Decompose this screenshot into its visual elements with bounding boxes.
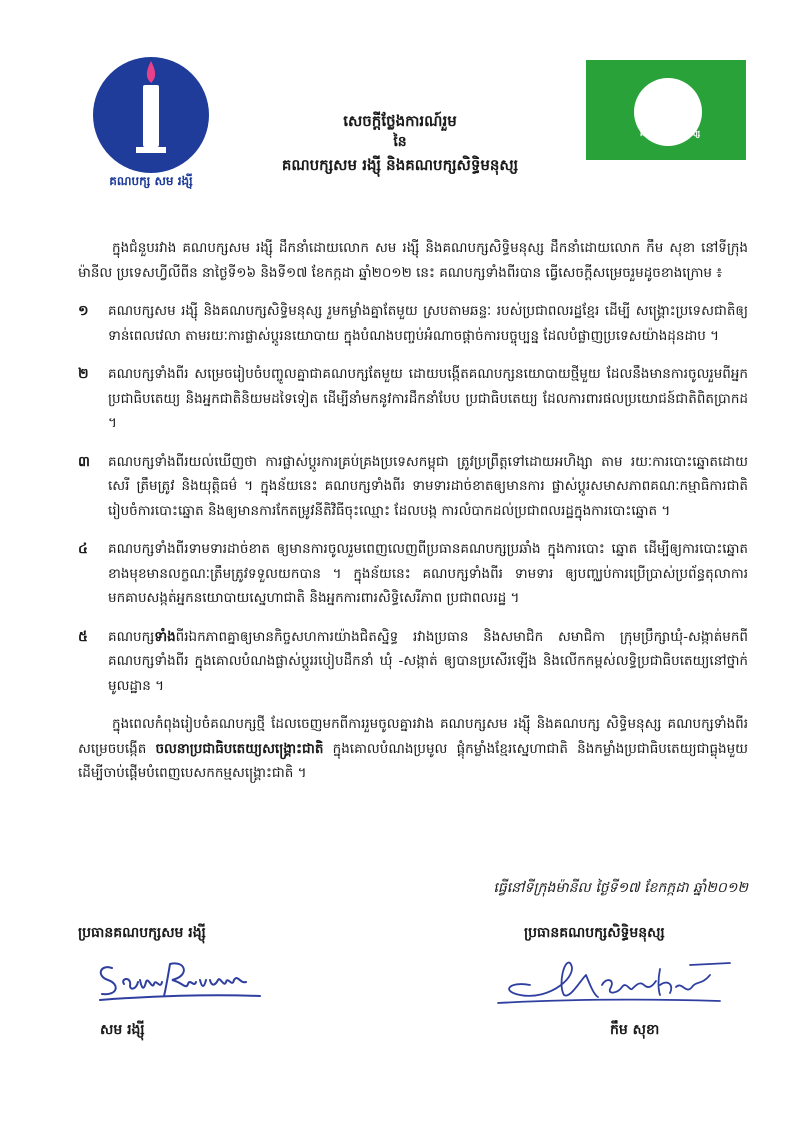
item5-bold: ទាំង bbox=[154, 628, 176, 645]
closing-post: ក្នុងគោលបំណងប្រមូល ផ្តុំកម្លាំងខ្មែរស្នេហាជាតិ និងកម្លាំងប្រជាធិបតេយ្យជាធ្លុងមួយ ដើម្បីចាប់ផ្តើមបំពេញបេសកកម្មសង្គ្រោះជាតិ ។ bbox=[78, 740, 749, 781]
intro-paragraph: ក្នុងជំនួបរវាង គណបក្សសម រង្ស៊ី ដឹកនាំដោយលោក សម រង្ស៊ី និងគណបក្សសិទ្ធិមនុស្ស ដឹកនាំដោយលោក កឹម សុខា នៅទីក្រុងម៉ានីល ប្រទេសហ្វីលីពីន នាថ្ងៃទី១៦ និងទី១៧ ខែកក្កដា ឆ្នាំ២០១២ នេះ គណបក្សទាំងពីរបាន ធ្វើសេចក្តីសម្រេចរួមដូចខាងក្រោម ៖ bbox=[78, 240, 748, 281]
item-text: គណបក្សទាំងពីរ សម្រេចរៀបចំបញ្ចូលគ្នាជាគណបក្សតែមួយ ដោយបង្កើតគណបក្សនយោបាយថ្មីមួយ ដែលនឹងមានការចូលរួមពីអ្នកប្រជាធិបតេយ្យ និងអ្នកជាតិនិយមដទៃទៀត ដើម្បីនាំមកនូវការដឹកនាំបែប ប្រជាធិបតេយ្យ ដែលការពារផលប្រយោជន៍ជាតិពិតប្រាកដ ។ bbox=[108, 366, 748, 431]
item-text: គណបក្សសម រង្ស៊ី និងគណបក្សសិទ្ធិមនុស្ស រួមកម្លាំងគ្នាតែមួយ ស្របតាមឆន្ទៈ របស់ប្រជាពលរដ្ឋខ្មែរ ដើម្បី សង្គ្រោះប្រទេសជាតិឲ្យទាន់ពេលវេលា តាមរយៈការផ្លាស់ប្តូរនយោបាយ ក្នុងបំណងបញ្ចប់អំណាចផ្តាច់ការបច្ចុប្បន្ន ដែលបំផ្លាញប្រទេសយ៉ាងដុនដាប ។ bbox=[108, 303, 748, 344]
list-item bbox=[78, 625, 748, 699]
closing-pre: ក្នុងពេលកំពុងរៀបចំគណបក្សថ្មី ដែលចេញមកពីការរួមចូលគ្នារវាង គណបក្សសម រង្ស៊ី និងគណបក្ស សិទ្ធិមនុស្ស គណបក្សទាំងពីរសម្រេចបង្កើត bbox=[78, 716, 748, 757]
document-body bbox=[78, 236, 748, 786]
item-text: គណបក្សទាំងពីរទាមទារដាច់ខាត ឲ្យមានការចូលរួមពេញលេញពីប្រធានគណបក្សប្រឆាំង ក្នុងការបោះ ឆ្នោត ដើម្បីឲ្យការបោះឆ្នោតខាងមុខមានលក្ខណៈត្រឹមត្រូវទទួលយកបាន ។ ក្នុងន័យនេះ គណបក្សទាំងពីរ ទាមទារ ឲ្យបញ្ឈប់ការប្រើប្រាស់ប្រព័ន្ធតុលាការ មកគាបសង្កត់អ្នកនយោបាយស្នេហាជាតិ និងអ្នកការពារសិទ្ធិសេរីភាព ប្រជាពលរដ្ឋ ។ bbox=[108, 541, 748, 606]
item-text: គណបក្សទាំងពីរយល់ឃើញថា ការផ្លាស់ប្តូរការគ្រប់គ្រងប្រទេសកម្ពុជា ត្រូវប្រព្រឹត្តទៅដោយអហិង្សា តាម រយៈការបោះឆ្នោតដោយ សេរី ត្រឹមត្រូវ និងយុត្តិធម៌ ។ ក្នុងន័យនេះ គណបក្សទាំងពីរ ទាមទារដាច់ខាតឲ្យមានការ ផ្លាស់ប្តូរសមាសភាពគណៈកម្មាធិការជាតិរៀបចំការបោះឆ្នោត និងឲ្យមានការកែតម្រូវនីតិវិធីចុះឈ្មោះ ដែលបង្ក ការលំបាកដល់ប្រជាពលរដ្ឋក្នុងការបោះឆ្នោត ។ bbox=[108, 453, 748, 519]
sam-rainsy-signature bbox=[90, 950, 270, 1010]
list-item bbox=[78, 299, 748, 348]
left-signatory-title: ប្រធានគណបក្សសម រង្ស៊ី bbox=[78, 925, 206, 941]
left-signatory-name: សម រង្ស៊ី bbox=[100, 1022, 145, 1038]
closing-paragraph bbox=[78, 712, 748, 786]
parties-title: គណបក្សសម រង្ស៊ី និងគណបក្សសិទ្ធិមនុស្ស bbox=[281, 156, 519, 174]
item-number: ៣ bbox=[78, 453, 90, 470]
item5-pre: គណបក្ស bbox=[108, 628, 155, 645]
list-item bbox=[78, 450, 748, 524]
item-text bbox=[108, 625, 748, 699]
document-header bbox=[250, 110, 550, 178]
document-title: សេចក្តីថ្លែងការណ៍រួម bbox=[343, 112, 457, 130]
item-number: ១ bbox=[78, 303, 89, 319]
candle-icon bbox=[143, 85, 159, 147]
list-item bbox=[78, 362, 748, 436]
item-number: ២ bbox=[78, 366, 89, 382]
right-signatory-title: ប្រធានគណបក្សសិទ្ធិមនុស្ស bbox=[524, 925, 665, 941]
right-signatory-name: កឹម សុខា bbox=[610, 1022, 660, 1038]
movement-name: ចលនាប្រជាធិបតេយ្យសង្គ្រោះជាតិ bbox=[155, 740, 324, 757]
kem-sokha-signature bbox=[490, 955, 760, 1005]
item-number: ៥ bbox=[78, 628, 88, 645]
signed-place-date: ធ្វើនៅទីក្រុងម៉ានីល ថ្ងៃទី១៧ ខែកក្កដា ឆ្នាំ២០១២ bbox=[493, 880, 748, 896]
logo-right-caption: គណបក្សសិទ្ធិមនុស្ស bbox=[639, 129, 701, 138]
item5-post: ពីរឯកភាពគ្នាឲ្យមានកិច្ចសហការយ៉ាងជិតស្និទ្ធ រវាងប្រធាន និងសមាជិក សមាជិកា ក្រុមប្រឹក្សាឃុំ-សង្កាត់មកពីគណបក្សទាំងពីរ ក្នុងគោលបំណងផ្លាស់ប្តូររបៀបដឹកនាំ ឃុំ -សង្កាត់ ឲ្យបានប្រសើរឡើង និងលើកកម្ពស់លទ្ធិប្រជាធិបតេយ្យនៅថ្នាក់មូលដ្ឋាន ។ bbox=[108, 628, 748, 694]
list-item bbox=[78, 537, 748, 611]
logo-left-caption: គណបក្ស សម រង្ស៊ី bbox=[109, 174, 193, 188]
sam-rainsy-party-logo bbox=[86, 53, 216, 189]
item-number: ៤ bbox=[78, 541, 88, 557]
human-rights-party-logo bbox=[586, 60, 746, 160]
title-connector: នៃ bbox=[393, 134, 407, 150]
